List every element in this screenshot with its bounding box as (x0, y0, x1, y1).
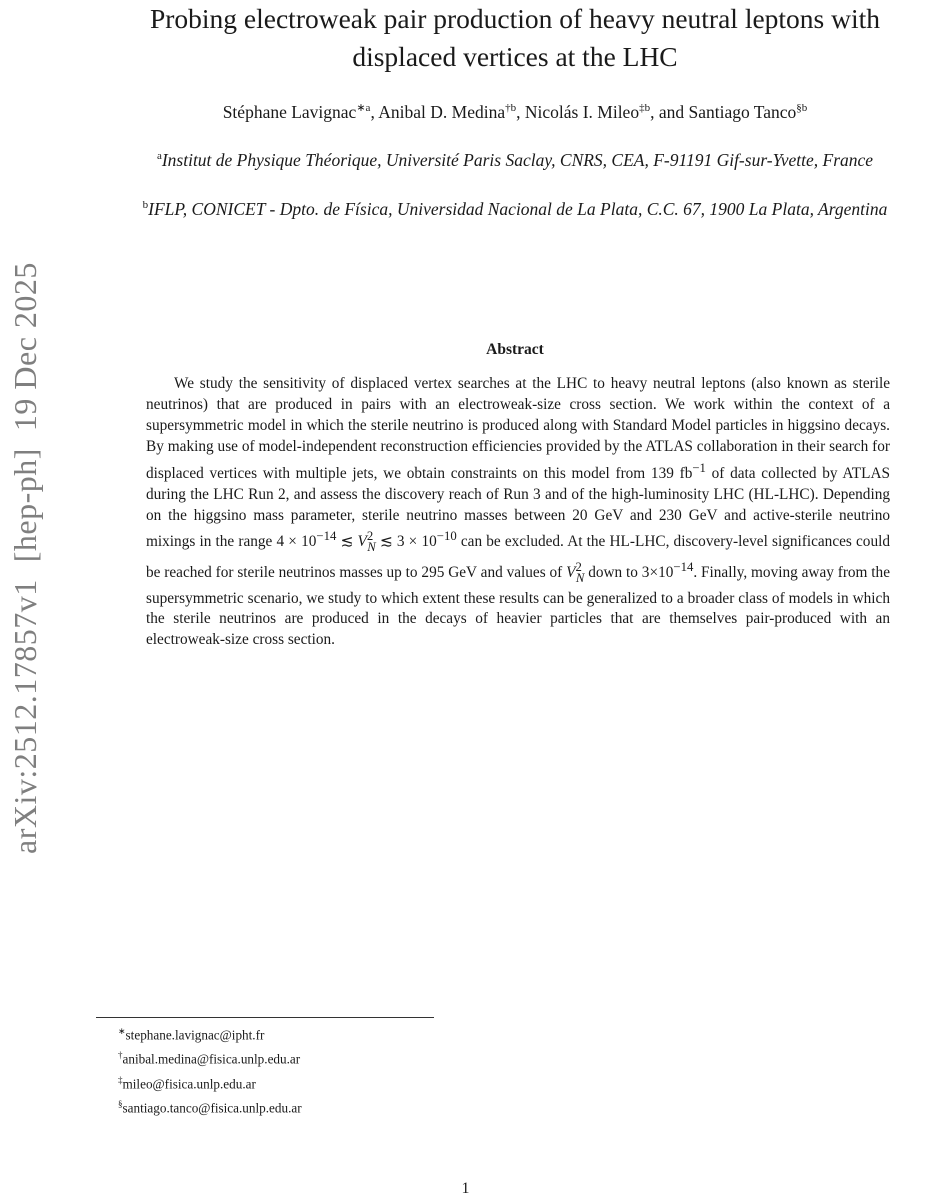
affiliation-mark: b (142, 199, 149, 211)
arxiv-stamp-text: arXiv:2512.17857v1 [hep-ph] 19 Dec 2025 (6, 262, 43, 854)
affiliation-a (95, 144, 931, 172)
affiliation-text: IFLP, CONICET - Dpto. de Física, Universidad Nacional de La Plata, C.C. 67, 1900 La Plata, Argentina (148, 198, 888, 219)
author-name: Stéphane Lavignac (222, 101, 357, 122)
author-marks: †b (505, 102, 517, 114)
author-name: Santiago Tanco (688, 101, 797, 122)
paper-title: Probing electroweak pair production of heavy neutral leptons with displaced vertices at the LHC (149, 3, 881, 72)
author-email[interactable]: anibal.medina@fisica.unlp.edu.ar (122, 1051, 301, 1067)
affiliation-mark: a (156, 150, 162, 162)
author-email[interactable]: mileo@fisica.unlp.edu.ar (122, 1076, 256, 1092)
affiliation-b (95, 193, 931, 221)
author-email[interactable]: stephane.lavignac@ipht.fr (125, 1027, 265, 1043)
abstract-heading: Abstract (486, 341, 544, 358)
author-marks: ∗a (356, 102, 371, 114)
arxiv-stamp (0, 0, 50, 1062)
author-email[interactable]: santiago.tanco@fisica.unlp.edu.ar (122, 1100, 302, 1116)
author-marks: ‡b (639, 102, 651, 114)
affiliation-text: Institut de Physique Théorique, Université Paris Saclay, CNRS, CEA, F-91191 Gif-sur-Yvette, France (161, 149, 874, 170)
footnote: §santiago.tanco@fisica.unlp.edu.ar (118, 1099, 302, 1116)
page-number: 1 (461, 1180, 470, 1197)
author-list: Stéphane Lavignac$^{∗a}$, Anibal D. Medina$^{\dagger b}$, Nicolás I. Mileo$^{\ddagger b}$, and Santiago Tanco$^{\S b}$ (222, 101, 808, 122)
footnote-rule (96, 1017, 434, 1018)
author-name: Anibal D. Medina (378, 101, 506, 122)
footnote: †anibal.medina@fisica.unlp.edu.ar (118, 1050, 301, 1067)
footnotes (118, 1021, 302, 1119)
footnote: ‡mileo@fisica.unlp.edu.ar (118, 1074, 256, 1092)
footnote: ∗stephane.lavignac@ipht.fr (118, 1026, 265, 1043)
abstract-body: We study the sensitivity of displaced vertex searches at the LHC to heavy neutral leptons (also known as sterile neutrinos) that are produced in pairs with an electroweak-size cross section. We work within the context of a supersymmetric model in which the sterile neutrino is produced along with Standard Model particles in higgsino decays. By making use of model-independent reconstruction efficiencies provided by the ATLAS collaboration in their search for displaced vertices with multiple jets, we obtain constraints on this model from 139 $fb^{-1}$ of data collected by ATLAS during the LHC Run 2, and assess the discovery reach of Run 3 and of the high-luminosity LHC (HL-LHC). Depending on the higgsino mass parameter, sterile neutrino masses between 20 GeV and 230 GeV and active-sterile neutrino mixings in the range $4 \times 10^{-14}$ ≲ $V^2_N$ ≲ $3 \times 10^{-10}$ can be excluded. At the HL-LHC, discovery-level significances could be reached for sterile neutrinos masses up to 295 GeV and values of $V^2_N$ down to $3\times 10^{-14}$. Finally, moving away from the supersymmetric scenario, we study to which extent these results can be generalized to a broader class of models in which the sterile neutrinos are produced in the decays of heavier particles that are themselves pair-produced with an electroweak-size cross section. (146, 375, 890, 649)
author-marks: §b (796, 102, 808, 114)
author-name: Nicolás I. Mileo (524, 101, 640, 122)
